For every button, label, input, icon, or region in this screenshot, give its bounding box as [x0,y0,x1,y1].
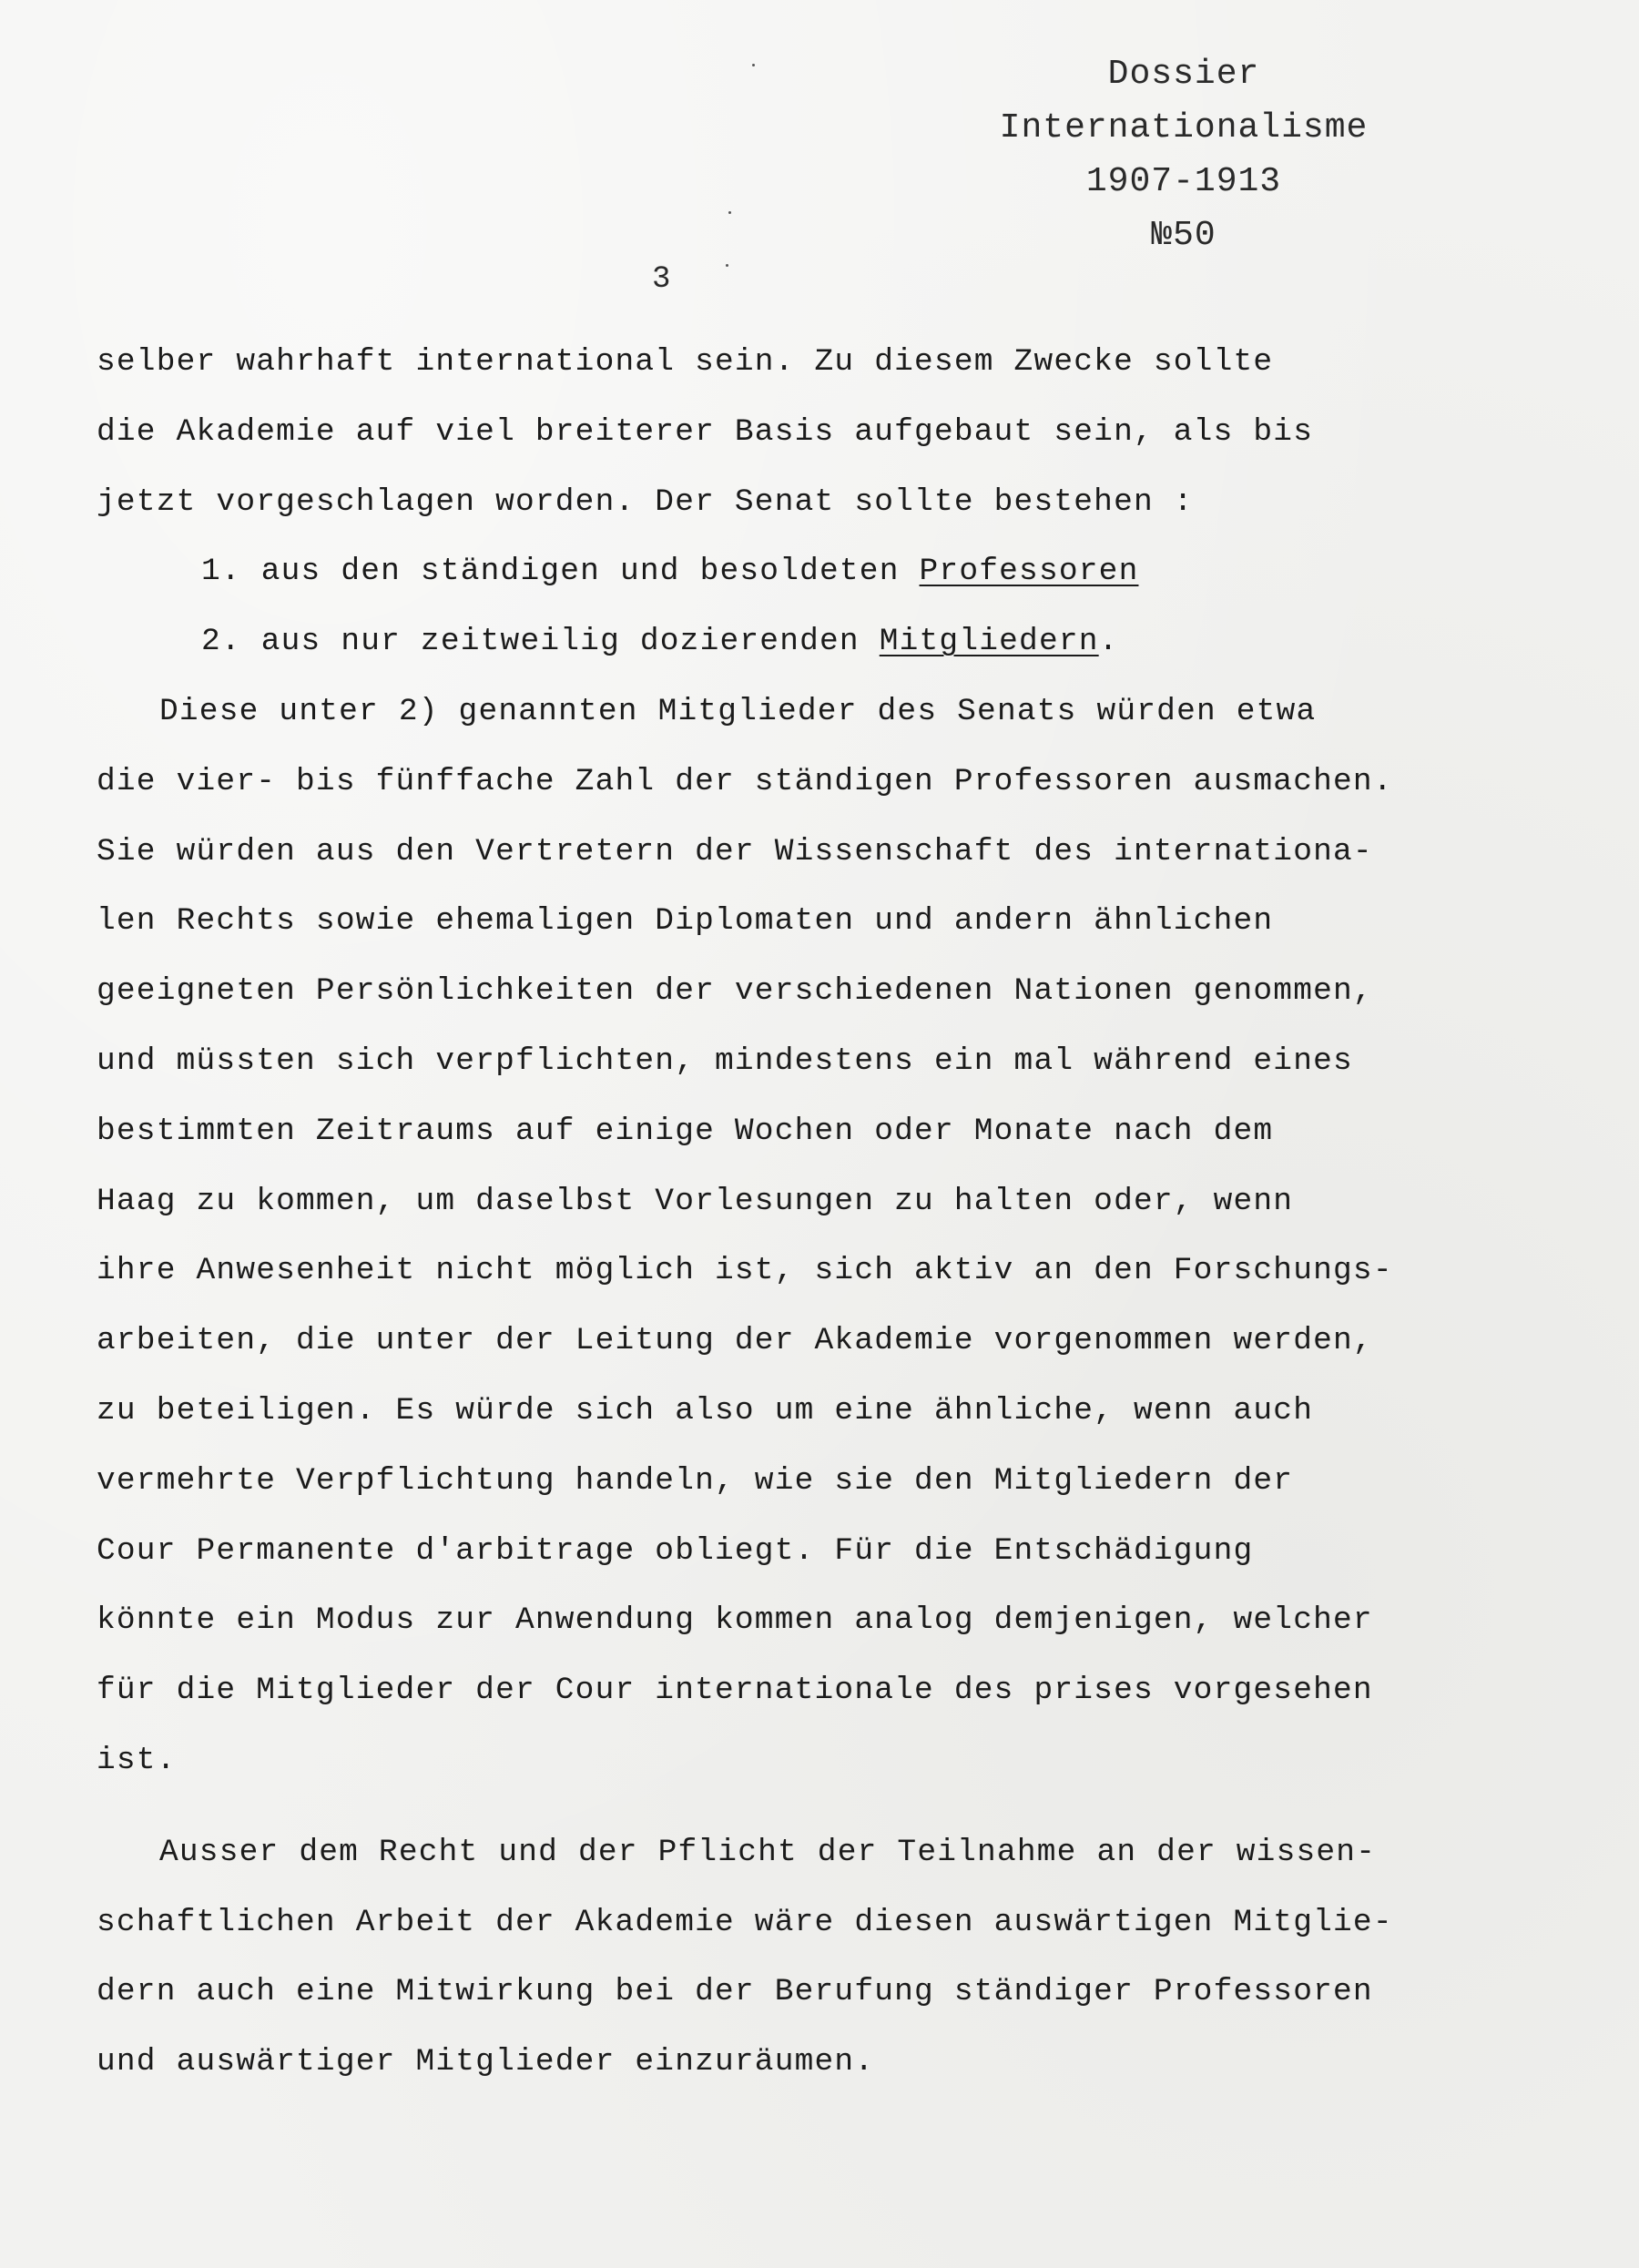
body-line: schaftlichen Arbeit der Akademie wäre diesen auswärtigen Mitglie- [97,1904,1393,1940]
item-text: 1. aus den ständigen und besoldeten [201,554,920,590]
body-line: zu beteiligen. Es würde sich also um eine ähnliche, wenn auch [97,1392,1314,1429]
body-line: Sie würden aus den Vertretern der Wissenschaft des internationa- [97,833,1373,870]
body-line: arbeiten, die unter der Leitung der Akademie vorgenommen werden, [97,1323,1373,1359]
paragraph-start-line: Diese unter 2) genannten Mitglieder des Senats würden etwa [159,693,1317,729]
item-text: . [1098,624,1119,660]
body-line: ihre Anwesenheit nicht möglich ist, sich aktiv an den Forschungs- [97,1253,1393,1289]
typed-body [97,328,1517,2098]
body-line: vermehrte Verpflichtung handeln, wie sie den Mitgliedern der [97,1462,1294,1499]
stamp-line-years: 1907-1913 [1085,162,1282,201]
body-line: selber wahrhaft international sein. Zu diesem Zwecke sollte [97,344,1274,380]
body-line: jetzt vorgeschlagen worden. Der Senat sollte bestehen : [97,483,1194,520]
stamp-line-dossier: Dossier [1107,55,1260,94]
body-line: die Akademie auf viel breiterer Basis aufgebaut sein, als bis [97,413,1314,450]
paper-speck [726,264,728,267]
body-line: ist. [97,1742,177,1778]
body-line: könnte ein Modus zur Anwendung kommen analog demjenigen, welcher [97,1602,1373,1639]
stamp-line-number: №50 [1151,216,1217,255]
underlined-term: Mitgliedern [879,624,1099,660]
senate-item-1 [97,537,1517,607]
archive-stamp [993,47,1375,262]
page-number: 3 [652,262,671,297]
paper-speck [728,211,731,214]
body-line: geeigneten Persönlichkeiten der verschiedenen Nationen genommen, [97,973,1373,1010]
body-line: len Rechts sowie ehemaligen Diplomaten und andern ähnlichen [97,903,1274,940]
body-line: die vier- bis fünffache Zahl der ständigen Professoren ausmachen. [97,763,1393,799]
paragraph-start-line: Ausser dem Recht und der Pflicht der Teilnahme an der wissen- [159,1834,1377,1870]
item-text: 2. aus nur zeitweilig dozierenden [201,624,880,660]
stamp-line-collection: Internationalisme [999,108,1369,147]
body-line: bestimmten Zeitraums auf einige Wochen oder Monate nach dem [97,1113,1274,1149]
body-line: und auswärtiger Mitglieder einzuräumen. [97,2044,875,2080]
underlined-term: Professoren [919,554,1139,590]
body-line: dern auch eine Mitwirkung bei der Berufung ständiger Professoren [97,1974,1373,2010]
body-line: und müssten sich verpflichten, mindestens ein mal während eines [97,1042,1353,1079]
paragraph-gap [97,1796,1517,1818]
body-line: Cour Permanente d'arbitrage obliegt. Für die Entschädigung [97,1532,1254,1569]
body-line: Haag zu kommen, um daselbst Vorlesungen zu halten oder, wenn [97,1183,1294,1219]
paper-speck [752,64,755,66]
senate-item-2 [97,607,1517,677]
body-line: für die Mitglieder der Cour internationale des prises vorgesehen [97,1673,1373,1709]
